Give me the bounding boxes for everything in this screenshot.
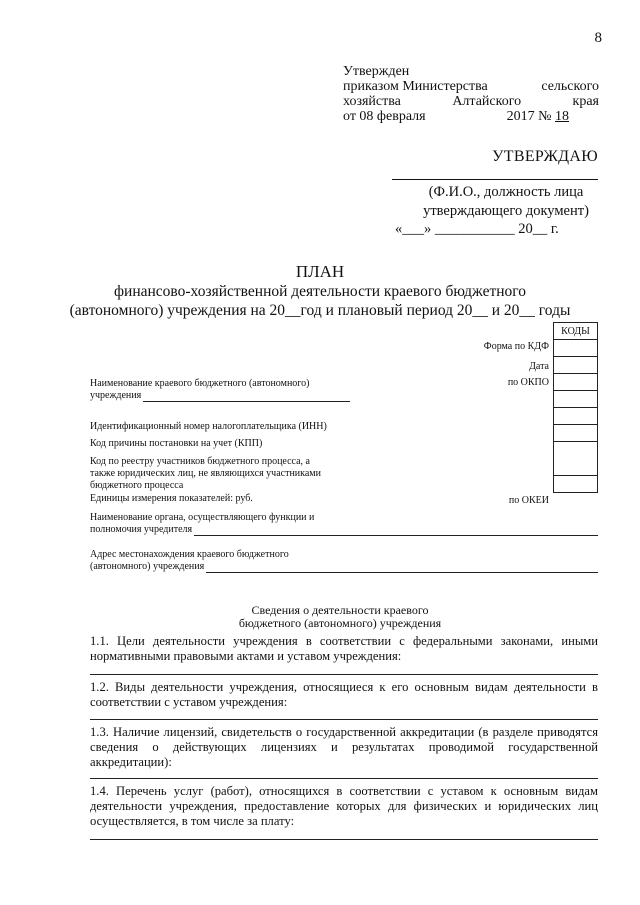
approval-line-4: [343, 109, 599, 124]
section-title-line: бюджетного (автономного) учреждения: [238, 616, 442, 630]
okei-label: по ОКЕИ: [508, 495, 549, 506]
kpp-label: Код причины постановки на учет (КПП): [90, 438, 263, 449]
section-title-line: Сведения о деятельности краевого: [251, 603, 429, 617]
answer-line-1-4[interactable]: [90, 839, 598, 840]
answer-line-1-1[interactable]: [90, 674, 598, 675]
order-number: 18: [555, 109, 569, 124]
date-label: Дата: [529, 361, 549, 372]
address-label: [90, 549, 598, 573]
label-line: бюджетного процесса: [90, 480, 184, 491]
signatory-caption-line: (Ф.И.О., должность лица: [428, 184, 584, 200]
approval-text: Алтайского: [452, 94, 522, 109]
doc-subtitle-1: финансово-хозяйственной деятельности краевого бюджетного: [114, 283, 526, 300]
label-line: [90, 524, 598, 536]
codes-table: [553, 322, 598, 493]
units-label: Единицы измерения показателей: руб.: [90, 493, 253, 504]
address-field[interactable]: [206, 561, 598, 573]
approval-order: [507, 109, 599, 124]
form-kdf-label: Форма по КДФ: [483, 341, 549, 352]
signature-line: [392, 179, 598, 180]
code-cell-form: [554, 340, 598, 357]
doc-title: ПЛАН: [295, 262, 345, 281]
approval-line-2: [343, 79, 599, 94]
approval-date-line: «___» ___________ 20__ г.: [395, 221, 559, 237]
paragraph-1-3: 1.3. Наличие лицензий, свидетельств о государственной аккредитации (в разделе приводятся сведения о действующих лицензиях и результатах проводимой государственной аккредитации):: [90, 725, 598, 769]
institution-name-label: [90, 378, 350, 402]
doc-subtitle-2: (автономного) учреждения на 20__год и плановый период 20__ и 20__ годы: [69, 302, 571, 319]
order-number-label: 2017 №: [506, 109, 552, 124]
page-number: 8: [594, 30, 602, 46]
answer-line-1-3[interactable]: [90, 778, 598, 779]
label-line: также юридических лиц, не являющихся участниками: [90, 468, 321, 479]
label-line: Код по реестру участников бюджетного процесса, а: [90, 456, 310, 467]
signatory-caption: [410, 183, 602, 221]
registry-code-label: [90, 456, 352, 492]
okpo-label: по ОКПО: [507, 377, 549, 388]
codes-header: КОДЫ: [554, 323, 598, 340]
approval-block: [343, 64, 599, 124]
code-cell-okei: [554, 476, 598, 493]
approve-heading: УТВЕРЖДАЮ: [492, 148, 598, 165]
label-text: (автономного) учреждения: [90, 561, 205, 572]
label-line: Наименование органа, осуществляющего функции и: [90, 512, 315, 523]
code-cell-okpo: [554, 374, 598, 391]
founder-organ-label: [90, 512, 598, 536]
code-cell-inn: [554, 408, 598, 425]
institution-name-field[interactable]: [143, 390, 350, 402]
approval-text: хозяйства: [343, 94, 401, 109]
label-line: Адрес местонахождения краевого бюджетного: [90, 549, 289, 560]
approval-text: сельского: [541, 79, 599, 94]
signatory-caption-line: утверждающего документ): [423, 203, 589, 219]
label-line: Наименование краевого бюджетного (автономного): [90, 378, 310, 389]
answer-line-1-2[interactable]: [90, 719, 598, 720]
approval-date: от 08 февраля: [343, 109, 426, 124]
code-cell-date: [554, 357, 598, 374]
label-text: учреждения: [90, 390, 142, 401]
approval-text: края: [572, 94, 599, 109]
paragraph-1-4: 1.4. Перечень услуг (работ), относящихся в соответствии с уставом к основным видам деятельности учреждения, предоставление которых для физических и юридических лиц осуществляется, в том числе за плату:: [90, 784, 598, 828]
label-text: полномочия учредителя: [90, 524, 193, 535]
code-cell: [554, 391, 598, 408]
paragraph-1-2: 1.2. Виды деятельности учреждения, относящиеся к его основным видам деятельности в соответствии с уставом учреждения:: [90, 680, 598, 709]
code-cell-registry: [554, 442, 598, 476]
founder-organ-field[interactable]: [194, 524, 598, 536]
label-line: [90, 390, 350, 402]
section-title: [0, 604, 640, 630]
code-cell-kpp: [554, 425, 598, 442]
approval-line-1: Утвержден: [343, 64, 410, 79]
label-line: [90, 561, 598, 573]
paragraph-1-1: 1.1. Цели деятельности учреждения в соответствии с федеральными законами, иными нормативными правовыми актами и уставом учреждения:: [90, 634, 598, 663]
inn-label: Идентификационный номер налогоплательщика (ИНН): [90, 421, 327, 432]
approval-line-3: [343, 94, 599, 109]
approval-text: приказом Министерства: [343, 79, 488, 94]
